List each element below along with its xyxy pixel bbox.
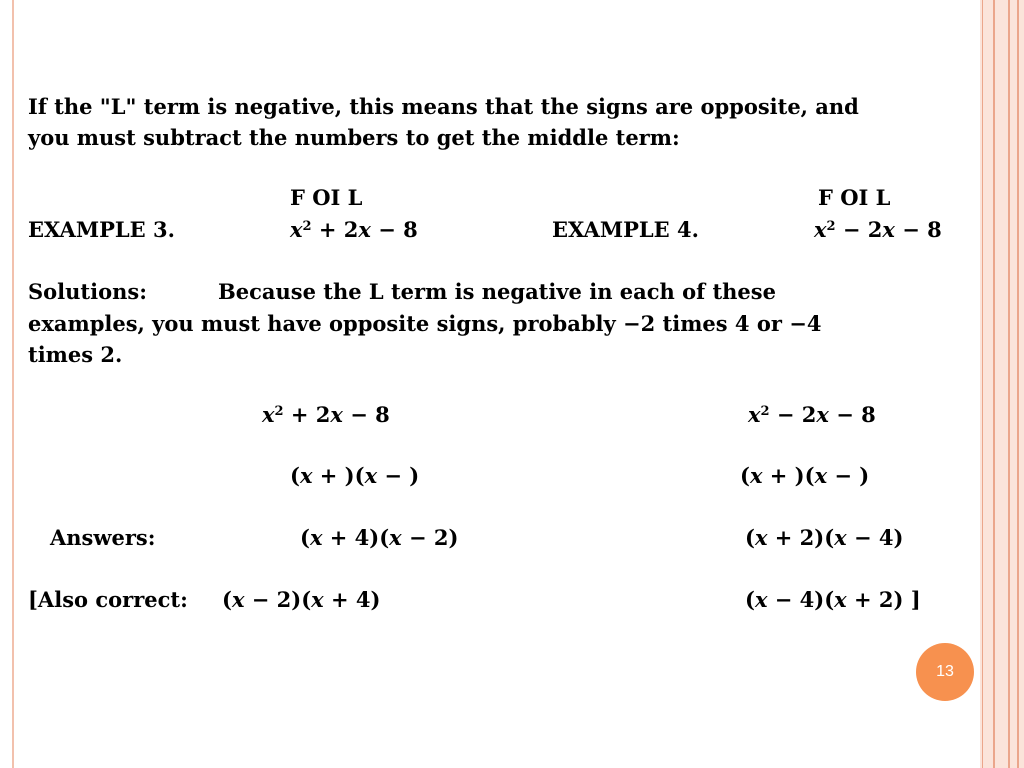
intro-line-2: you must subtract the numbers to get the middle term: [28,125,680,150]
example-4-expression: $x^2 - 2x - 8$ [814,217,942,242]
right-border-line [1017,0,1019,768]
solutions-line-2: examples, you must have opposite signs, probably −2 times 4 or −4 [28,311,822,336]
also-correct-label: [Also correct: [28,587,188,612]
answer-4: (x + 2)(x − 4) [745,525,904,550]
example-4-label: EXAMPLE 4. [552,217,699,242]
page-number-badge [916,643,974,701]
solutions-line-1: Because the L term is negative in each of these [218,279,776,304]
also-correct-4: (x − 4)(x + 2) ] [745,587,921,612]
right-border-line [1008,0,1010,768]
example-3-label: EXAMPLE 3. [28,217,175,242]
left-border-line [12,0,14,768]
example-3-expression: $x^2 + 2x - 8$ [290,217,418,242]
answers-label: Answers: [50,525,156,550]
right-border-line [993,0,995,768]
foil-label-example-3: F OI L [290,185,363,210]
factor-setup-3: (x + )(x − ) [290,463,420,488]
right-border-line [982,0,983,768]
expression-4-restated: $x^2 - 2x - 8$ [748,402,876,427]
page-number: 13 [936,663,954,680]
solutions-label: Solutions: [28,279,147,304]
expression-3-restated: $x^2 + 2x - 8$ [262,402,390,427]
intro-line-1: If the "L" term is negative, this means that the signs are opposite, and [28,94,859,119]
answer-3: (x + 4)(x − 2) [300,525,459,550]
foil-label-example-4: F OI L [818,185,891,210]
also-correct-3: (x − 2)(x + 4) [222,587,381,612]
factor-setup-4: (x + )(x − ) [740,463,870,488]
solutions-line-3: times 2. [28,342,123,367]
